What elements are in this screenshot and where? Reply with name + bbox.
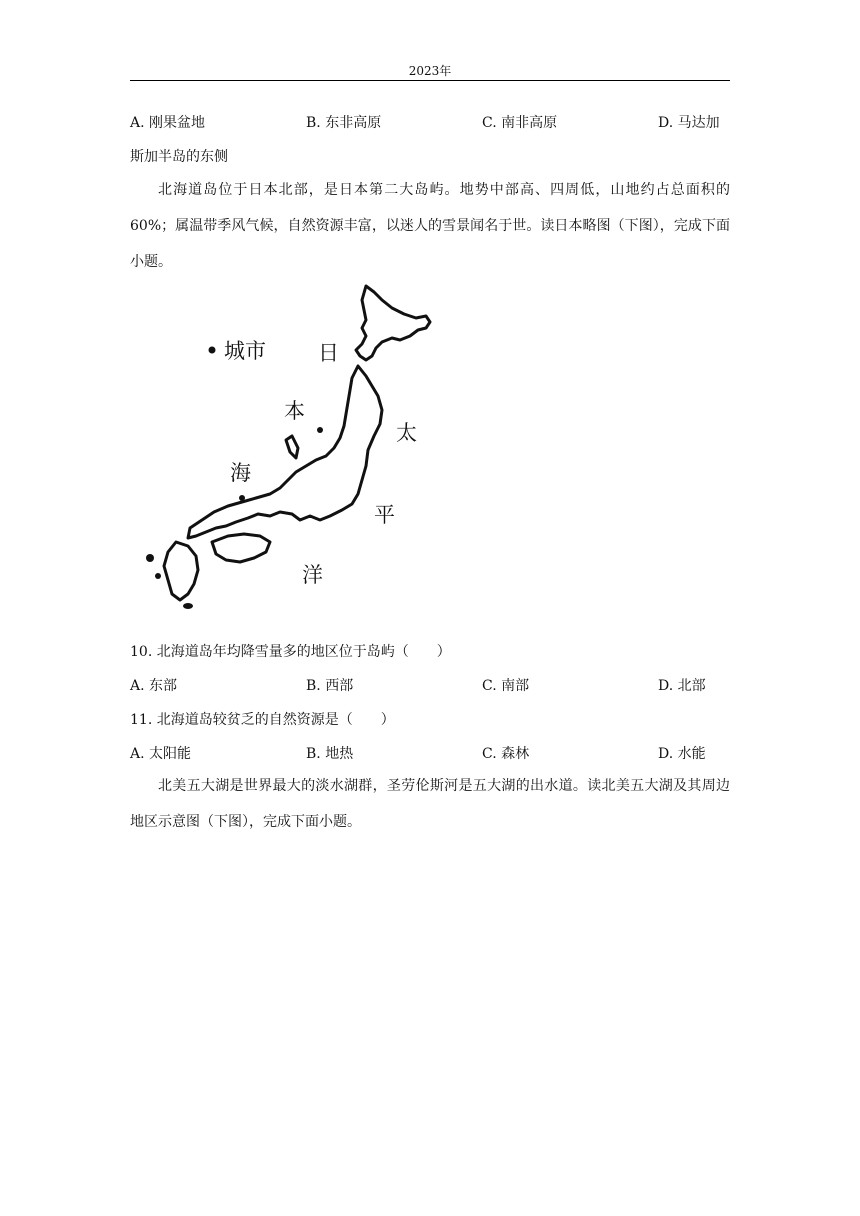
kyushu-outline [164, 542, 198, 600]
sea-label-char-3: 海 [230, 461, 251, 485]
hokkaido-outline [356, 286, 430, 360]
sea-label-char-1: 日 [318, 341, 339, 365]
q11-option-c: C. 森林 [482, 746, 530, 762]
city-legend-dot [209, 347, 216, 354]
island-tsushima [146, 554, 154, 562]
q11-options [130, 743, 730, 765]
q10-option-d: D. 北部 [658, 678, 706, 694]
header-divider [130, 80, 730, 81]
japan-map [130, 280, 460, 620]
q10-option-c: C. 南部 [482, 678, 530, 694]
island-goto [155, 573, 161, 579]
honshu-outline [188, 366, 382, 538]
island-sado [317, 427, 323, 433]
passage-hokkaido: 北海道岛位于日本北部，是日本第二大岛屿。地势中部高、四周低，山地约占总面积的60%；属温带季风气候，自然资源丰富，以迷人的雪景闻名于世。读日本略图（下图），完成下面小题。 [130, 182, 730, 270]
sea-label-char-2: 本 [284, 399, 305, 423]
q9-option-d: D. 马达加 [658, 115, 720, 131]
q9-option-d-continued: 斯加半岛的东侧 [130, 149, 228, 165]
q10-option-a: A. 东部 [130, 678, 178, 694]
q9-options [130, 112, 730, 134]
q9-option-a: A. 刚果盆地 [130, 115, 206, 131]
island-oki [239, 495, 245, 501]
q11-option-d: D. 水能 [658, 746, 706, 762]
island-tanegashima [183, 603, 193, 609]
q11-option-b: B. 地热 [306, 746, 354, 762]
ocean-label-char-3: 洋 [302, 563, 323, 587]
q11-option-a: A. 太阳能 [130, 746, 192, 762]
q11-stem: 11. 北海道岛较贫乏的自然资源是（ ） [130, 712, 395, 728]
city-legend-label: 城市 [224, 339, 266, 363]
shikoku-outline [212, 534, 270, 562]
page-header-year: 2023年 [408, 64, 452, 78]
noto-peninsula [286, 436, 298, 458]
q10-options [130, 675, 730, 697]
q9-option-b: B. 东非高原 [306, 115, 382, 131]
q10-stem: 10. 北海道岛年均降雪量多的地区位于岛屿（ ） [130, 644, 451, 660]
passage-great-lakes: 北美五大湖是世界最大的淡水湖群，圣劳伦斯河是五大湖的出水道。读北美五大湖及其周边地区示意图（下图），完成下面小题。 [130, 778, 730, 830]
ocean-label-char-2: 平 [374, 503, 395, 527]
q9-option-c: C. 南非高原 [482, 115, 558, 131]
q10-option-b: B. 西部 [306, 678, 354, 694]
ocean-label-char-1: 太 [396, 421, 417, 445]
